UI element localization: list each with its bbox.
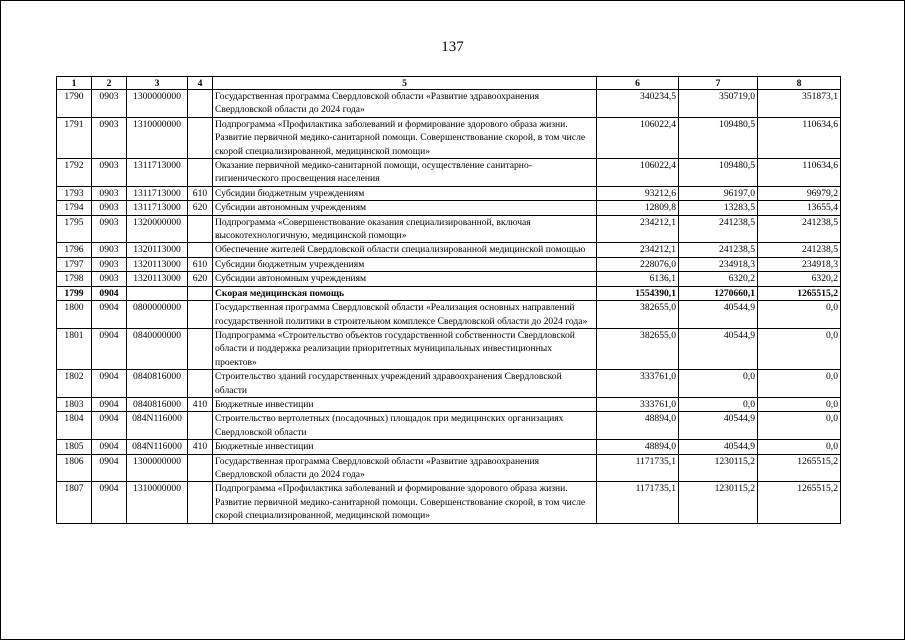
table-row: [57, 117, 841, 158]
target-article-cell: 1300000000: [127, 454, 188, 482]
target-article-cell: 0840816000: [127, 370, 188, 398]
table-row: [57, 440, 841, 454]
expense-type-cell: [188, 159, 213, 187]
amount-year2-cell: 234918,3: [679, 257, 758, 271]
description-cell: Субсидии бюджетным учреждениям: [213, 186, 597, 200]
row-number-cell: 1798: [57, 272, 92, 286]
table-row: [57, 186, 841, 200]
description-cell: Подпрограмма «Строительство объектов государственной собственности Свердловской области и поддержка реализации приоритетных муниципальных инвестиционных проектов»: [213, 328, 597, 369]
description-cell: Подпрограмма «Профилактика заболеваний и формирование здорового образа жизни. Развитие первичной медико-санитарной помощи. Совершенствование скорой, в том числе скорой специализированной, медицинской помощи»: [213, 117, 597, 158]
description-cell: Строительство зданий государственных учреждений здравоохранения Свердловской области: [213, 370, 597, 398]
description-cell: Бюджетные инвестиции: [213, 440, 597, 454]
description-cell: Оказание первичной медико-санитарной помощи, осуществление санитарно-гигиенического просвещения населения: [213, 159, 597, 187]
page-number: 137: [441, 39, 464, 55]
expense-type-cell: [188, 90, 213, 118]
row-number-cell: 1806: [57, 454, 92, 482]
section-code-cell: 0903: [92, 201, 127, 215]
target-article-cell: 1310000000: [127, 482, 188, 523]
section-code-cell: 0904: [92, 301, 127, 329]
amount-year3-cell: 0,0: [758, 412, 841, 440]
row-number-cell: 1805: [57, 440, 92, 454]
column-header: 4: [188, 77, 213, 90]
column-header: 7: [679, 77, 758, 90]
table-row: [57, 243, 841, 257]
amount-year3-cell: 96979,2: [758, 186, 841, 200]
expense-type-cell: 620: [188, 201, 213, 215]
table-row: [57, 272, 841, 286]
column-header: 3: [127, 77, 188, 90]
column-header: 1: [57, 77, 92, 90]
target-article-cell: 1320113000: [127, 257, 188, 271]
amount-year2-cell: 13283,5: [679, 201, 758, 215]
row-number-cell: 1790: [57, 90, 92, 118]
expense-type-cell: [188, 117, 213, 158]
amount-year1-cell: 234212,1: [597, 243, 679, 257]
amount-year2-cell: 96197,0: [679, 186, 758, 200]
row-number-cell: 1797: [57, 257, 92, 271]
section-code-cell: 0904: [92, 482, 127, 523]
target-article-cell: 084N116000: [127, 440, 188, 454]
column-header: 5: [213, 77, 597, 90]
description-cell: Государственная программа Свердловской области «Развитие здравоохранения Свердловской области до 2024 года»: [213, 90, 597, 118]
row-number-cell: 1807: [57, 482, 92, 523]
expense-type-cell: [188, 482, 213, 523]
description-cell: Скорая медицинская помощь: [213, 286, 597, 300]
section-code-cell: 0903: [92, 117, 127, 158]
section-code-cell: 0904: [92, 370, 127, 398]
column-header: 6: [597, 77, 679, 90]
amount-year1-cell: 6136,1: [597, 272, 679, 286]
amount-year1-cell: 48894,0: [597, 412, 679, 440]
amount-year3-cell: 110634,6: [758, 159, 841, 187]
table-row: [57, 215, 841, 243]
target-article-cell: 1320113000: [127, 243, 188, 257]
description-cell: Подпрограмма «Совершенствование оказания специализированной, включая высокотехнологичную, медицинской помощи»: [213, 215, 597, 243]
target-article-cell: 0840000000: [127, 328, 188, 369]
expense-type-cell: [188, 301, 213, 329]
amount-year1-cell: 48894,0: [597, 440, 679, 454]
description-cell: Субсидии автономным учреждениям: [213, 201, 597, 215]
description-cell: Субсидии автономным учреждениям: [213, 272, 597, 286]
amount-year2-cell: 1230115,2: [679, 454, 758, 482]
table-row: [57, 482, 841, 523]
target-article-cell: 1310000000: [127, 117, 188, 158]
amount-year3-cell: 0,0: [758, 397, 841, 411]
table-row: [57, 328, 841, 369]
expense-type-cell: [188, 412, 213, 440]
section-code-cell: 0903: [92, 215, 127, 243]
table-row: [57, 454, 841, 482]
description-cell: Подпрограмма «Профилактика заболеваний и формирование здорового образа жизни. Развитие первичной медико-санитарной помощи. Совершенствование скорой, в том числе скорой специализированной, медицинской помощи»: [213, 482, 597, 523]
section-code-cell: 0904: [92, 328, 127, 369]
amount-year1-cell: 228076,0: [597, 257, 679, 271]
section-code-cell: 0903: [92, 272, 127, 286]
description-cell: Строительство вертолетных (посадочных) площадок при медицинских организациях Свердловской области: [213, 412, 597, 440]
row-number-cell: 1795: [57, 215, 92, 243]
target-article-cell: 0800000000: [127, 301, 188, 329]
section-code-cell: 0904: [92, 454, 127, 482]
amount-year1-cell: 333761,0: [597, 370, 679, 398]
amount-year3-cell: 110634,6: [758, 117, 841, 158]
row-number-cell: 1799: [57, 286, 92, 300]
description-cell: Государственная программа Свердловской области «Реализация основных направлений государственной политики в строительном комплексе Свердловской области до 2024 года»: [213, 301, 597, 329]
target-article-cell: 1311713000: [127, 201, 188, 215]
row-number-cell: 1802: [57, 370, 92, 398]
amount-year3-cell: 1265515,2: [758, 286, 841, 300]
expense-type-cell: 620: [188, 272, 213, 286]
amount-year1-cell: 93212,6: [597, 186, 679, 200]
expense-type-cell: 610: [188, 186, 213, 200]
amount-year2-cell: 109480,5: [679, 159, 758, 187]
amount-year2-cell: 40544,9: [679, 328, 758, 369]
amount-year2-cell: 6320,2: [679, 272, 758, 286]
expense-type-cell: [188, 454, 213, 482]
section-code-cell: 0903: [92, 186, 127, 200]
amount-year3-cell: 241238,5: [758, 243, 841, 257]
table-row: [57, 286, 841, 300]
target-article-cell: 1320113000: [127, 272, 188, 286]
table-row: [57, 370, 841, 398]
amount-year2-cell: 40544,9: [679, 440, 758, 454]
amount-year3-cell: 0,0: [758, 301, 841, 329]
amount-year3-cell: 0,0: [758, 328, 841, 369]
section-code-cell: 0904: [92, 412, 127, 440]
row-number-cell: 1796: [57, 243, 92, 257]
amount-year2-cell: 241238,5: [679, 215, 758, 243]
amount-year1-cell: 382655,0: [597, 328, 679, 369]
amount-year2-cell: 0,0: [679, 370, 758, 398]
table-row: [57, 301, 841, 329]
table-row: [57, 257, 841, 271]
row-number-cell: 1793: [57, 186, 92, 200]
column-header: 8: [758, 77, 841, 90]
table-row: [57, 201, 841, 215]
amount-year3-cell: 351873,1: [758, 90, 841, 118]
amount-year1-cell: 1554390,1: [597, 286, 679, 300]
amount-year3-cell: 234918,3: [758, 257, 841, 271]
row-number-cell: 1801: [57, 328, 92, 369]
column-header: 2: [92, 77, 127, 90]
target-article-cell: [127, 286, 188, 300]
amount-year3-cell: 0,0: [758, 370, 841, 398]
amount-year1-cell: 1171735,1: [597, 482, 679, 523]
section-code-cell: 0903: [92, 257, 127, 271]
section-code-cell: 0903: [92, 90, 127, 118]
amount-year3-cell: 13655,4: [758, 201, 841, 215]
amount-year3-cell: 6320,2: [758, 272, 841, 286]
table-row: [57, 159, 841, 187]
amount-year1-cell: 234212,1: [597, 215, 679, 243]
table-header-row: [57, 77, 841, 90]
row-number-cell: 1803: [57, 397, 92, 411]
expense-type-cell: [188, 370, 213, 398]
expense-type-cell: [188, 215, 213, 243]
amount-year1-cell: 1171735,1: [597, 454, 679, 482]
row-number-cell: 1794: [57, 201, 92, 215]
target-article-cell: 1311713000: [127, 186, 188, 200]
amount-year2-cell: 1230115,2: [679, 482, 758, 523]
amount-year1-cell: 106022,4: [597, 117, 679, 158]
amount-year1-cell: 12809,8: [597, 201, 679, 215]
expense-type-cell: 410: [188, 440, 213, 454]
description-cell: Бюджетные инвестиции: [213, 397, 597, 411]
amount-year1-cell: 333761,0: [597, 397, 679, 411]
expense-type-cell: [188, 286, 213, 300]
table-row: [57, 397, 841, 411]
section-code-cell: 0903: [92, 159, 127, 187]
amount-year2-cell: 40544,9: [679, 301, 758, 329]
amount-year1-cell: 106022,4: [597, 159, 679, 187]
section-code-cell: 0904: [92, 286, 127, 300]
row-number-cell: 1791: [57, 117, 92, 158]
amount-year1-cell: 340234,5: [597, 90, 679, 118]
expense-type-cell: 410: [188, 397, 213, 411]
amount-year3-cell: 1265515,2: [758, 482, 841, 523]
amount-year2-cell: 1270660,1: [679, 286, 758, 300]
target-article-cell: 084N116000: [127, 412, 188, 440]
target-article-cell: 1300000000: [127, 90, 188, 118]
description-cell: Обеспечение жителей Свердловской области специализированной медицинской помощью: [213, 243, 597, 257]
amount-year2-cell: 40544,9: [679, 412, 758, 440]
expense-type-cell: [188, 243, 213, 257]
description-cell: Государственная программа Свердловской области «Развитие здравоохранения Свердловской области до 2024 года»: [213, 454, 597, 482]
table-body: [57, 90, 841, 524]
amount-year2-cell: 241238,5: [679, 243, 758, 257]
expense-type-cell: 610: [188, 257, 213, 271]
target-article-cell: 1320000000: [127, 215, 188, 243]
amount-year3-cell: 0,0: [758, 440, 841, 454]
section-code-cell: 0903: [92, 243, 127, 257]
target-article-cell: 0840816000: [127, 397, 188, 411]
description-cell: Субсидии бюджетным учреждениям: [213, 257, 597, 271]
row-number-cell: 1792: [57, 159, 92, 187]
amount-year2-cell: 0,0: [679, 397, 758, 411]
amount-year3-cell: 241238,5: [758, 215, 841, 243]
section-code-cell: 0904: [92, 440, 127, 454]
budget-table: [56, 76, 841, 524]
section-code-cell: 0904: [92, 397, 127, 411]
row-number-cell: 1800: [57, 301, 92, 329]
row-number-cell: 1804: [57, 412, 92, 440]
table-row: [57, 90, 841, 118]
amount-year2-cell: 350719,0: [679, 90, 758, 118]
amount-year3-cell: 1265515,2: [758, 454, 841, 482]
table-row: [57, 412, 841, 440]
amount-year1-cell: 382655,0: [597, 301, 679, 329]
expense-type-cell: [188, 328, 213, 369]
amount-year2-cell: 109480,5: [679, 117, 758, 158]
target-article-cell: 1311713000: [127, 159, 188, 187]
